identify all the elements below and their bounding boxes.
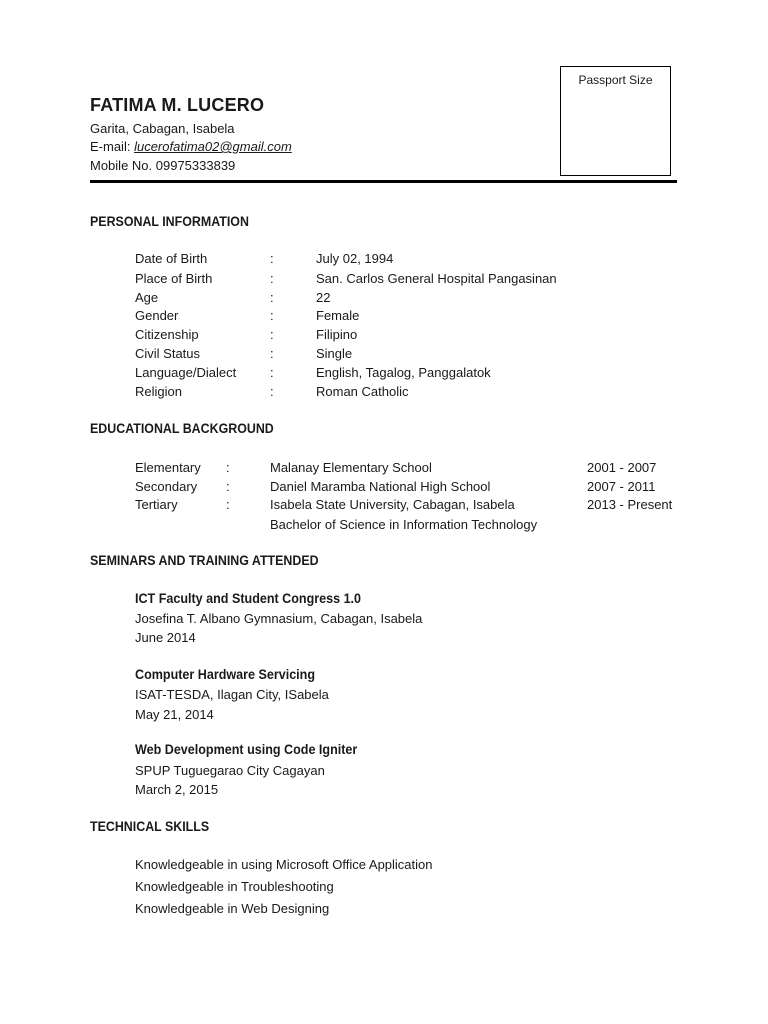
- seminars-heading: SEMINARS AND TRAINING ATTENDED: [90, 553, 319, 568]
- seminar-title: ICT Faculty and Student Congress 1.0: [135, 591, 362, 606]
- applicant-name: FATIMA M. LUCERO: [90, 95, 265, 115]
- education-school: Isabela State University, Cabagan, Isabela: [270, 497, 515, 512]
- passport-photo-box: [560, 66, 671, 176]
- field-label: Date of Birth: [135, 251, 208, 266]
- email-link[interactable]: lucerofatima02@gmail.com: [134, 139, 292, 154]
- skill-item: Knowledgeable in Troubleshooting: [135, 879, 334, 894]
- education-separator: :: [226, 479, 230, 494]
- education-years: 2007 - 2011: [587, 479, 656, 494]
- seminar-title: Computer Hardware Servicing: [135, 667, 316, 682]
- field-separator: :: [270, 290, 274, 305]
- skill-item: Knowledgeable in Web Designing: [135, 901, 330, 916]
- field-label: Place of Birth: [135, 271, 213, 286]
- education-level: Secondary: [135, 479, 198, 494]
- field-label: Religion: [135, 384, 182, 399]
- field-label: Age: [135, 290, 159, 305]
- email-label: E-mail:: [90, 139, 131, 154]
- seminar-date: March 2, 2015: [135, 782, 219, 797]
- field-separator: :: [270, 327, 274, 342]
- field-value: San. Carlos General Hospital Pangasinan: [316, 271, 557, 286]
- field-value: Filipino: [316, 327, 358, 342]
- field-value: 22: [316, 290, 331, 305]
- photo-label: Passport Size: [578, 73, 653, 87]
- personal-info-heading: PERSONAL INFORMATION: [90, 214, 249, 229]
- field-value: Female: [316, 308, 360, 323]
- education-school: Malanay Elementary School: [270, 460, 432, 475]
- education-years: 2001 - 2007: [587, 460, 657, 475]
- seminar-title: Web Development using Code Igniter: [135, 742, 358, 757]
- seminar-date: June 2014: [135, 630, 196, 645]
- field-label: Gender: [135, 308, 179, 323]
- field-separator: :: [270, 346, 274, 361]
- skills-heading: TECHNICAL SKILLS: [90, 819, 210, 834]
- email-line: [90, 139, 292, 154]
- seminar-venue: ISAT-TESDA, Ilagan City, ISabela: [135, 687, 329, 702]
- field-value: English, Tagalog, Panggalatok: [316, 365, 491, 380]
- education-years: 2013 - Present: [587, 497, 673, 512]
- header-divider: [90, 180, 677, 183]
- seminar-venue: SPUP Tuguegarao City Cagayan: [135, 763, 325, 778]
- field-label: Language/Dialect: [135, 365, 237, 380]
- address: Garita, Cabagan, Isabela: [90, 121, 235, 136]
- field-separator: :: [270, 384, 274, 399]
- field-label: Citizenship: [135, 327, 199, 342]
- skill-item: Knowledgeable in using Microsoft Office Application: [135, 857, 433, 872]
- field-value: Single: [316, 346, 353, 361]
- education-separator: :: [226, 497, 230, 512]
- seminar-venue: Josefina T. Albano Gymnasium, Cabagan, Isabela: [135, 611, 423, 626]
- field-label: Civil Status: [135, 346, 201, 361]
- field-separator: :: [270, 271, 274, 286]
- education-level: Tertiary: [135, 497, 178, 512]
- education-heading: EDUCATIONAL BACKGROUND: [90, 421, 274, 436]
- field-value: Roman Catholic: [316, 384, 409, 399]
- seminar-date: May 21, 2014: [135, 707, 214, 722]
- field-separator: :: [270, 365, 274, 380]
- education-separator: :: [226, 460, 230, 475]
- education-degree: Bachelor of Science in Information Technology: [270, 517, 538, 532]
- field-separator: :: [270, 308, 274, 323]
- field-value: July 02, 1994: [316, 251, 394, 266]
- mobile-number: Mobile No. 09975333839: [90, 158, 236, 173]
- field-separator: :: [270, 251, 274, 266]
- education-school: Daniel Maramba National High School: [270, 479, 491, 494]
- education-level: Elementary: [135, 460, 201, 475]
